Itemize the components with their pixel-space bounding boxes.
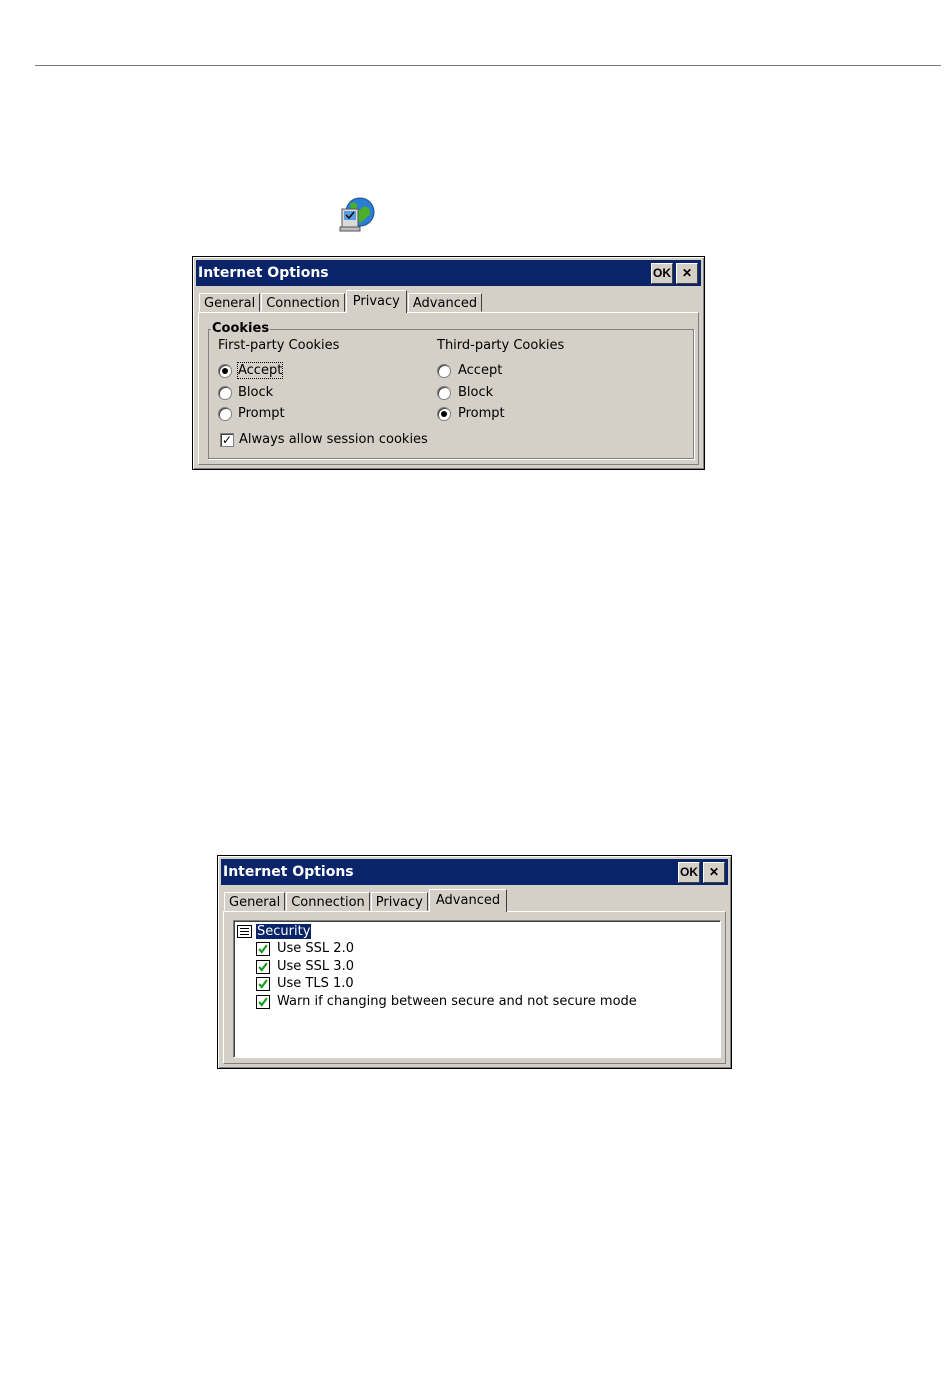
tab-general[interactable]: General [199, 293, 260, 312]
first-party-prompt-radio[interactable] [218, 406, 318, 422]
checkbox-label: Always allow session cookies [239, 432, 428, 447]
radio-label: Prompt [238, 406, 285, 421]
internet-options-dialog-advanced [217, 855, 732, 1069]
first-party-accept-radio[interactable] [218, 363, 318, 379]
checkmark-icon: ✓ [221, 433, 233, 447]
third-party-prompt-radio[interactable] [437, 406, 537, 422]
tab-privacy[interactable]: Privacy [346, 290, 407, 313]
cookies-group-label: Cookies [212, 321, 270, 336]
category-list-icon [237, 925, 252, 938]
tree-item-label: Warn if changing between secure and not secure mode [277, 994, 637, 1009]
radio-label: Accept [238, 363, 283, 378]
tree-item-label: Use SSL 3.0 [277, 959, 354, 974]
radio-label: Accept [458, 363, 503, 378]
tab-connection[interactable]: Connection [261, 293, 345, 312]
radio-label: Block [458, 385, 494, 400]
tab-strip [199, 290, 484, 312]
close-button[interactable] [703, 862, 725, 883]
page-header-rule [35, 65, 941, 66]
radio-indicator [437, 386, 451, 400]
third-party-accept-radio[interactable] [437, 363, 537, 379]
green-check-icon [256, 977, 270, 991]
tab-privacy[interactable]: Privacy [371, 892, 428, 911]
tree-item-warn-secure-mode[interactable] [256, 994, 676, 1010]
close-icon: ✕ [681, 266, 693, 280]
radio-label: Block [238, 385, 274, 400]
radio-indicator [218, 386, 232, 400]
green-check-icon [256, 960, 270, 974]
tab-strip [224, 889, 509, 911]
dialog-title: Internet Options [223, 864, 354, 880]
close-button[interactable] [676, 263, 698, 284]
radio-indicator [218, 364, 232, 378]
ok-button[interactable]: OK [678, 862, 700, 883]
close-icon: ✕ [708, 865, 720, 879]
first-party-heading: First-party Cookies [218, 338, 340, 353]
third-party-heading: Third-party Cookies [437, 338, 565, 353]
tree-item-tls1[interactable] [256, 976, 636, 992]
first-party-block-radio[interactable] [218, 385, 318, 401]
green-check-icon [256, 995, 270, 1009]
third-party-block-radio[interactable] [437, 385, 537, 401]
privacy-panel [198, 312, 699, 465]
title-bar [221, 859, 728, 885]
session-cookies-checkbox[interactable] [220, 432, 440, 448]
radio-label: Prompt [458, 406, 505, 421]
radio-indicator [437, 407, 451, 421]
tree-item-ssl2[interactable] [256, 941, 636, 957]
radio-indicator [218, 407, 232, 421]
internet-options-globe-icon [338, 195, 376, 235]
tree-item-label: Use TLS 1.0 [277, 976, 354, 991]
tab-general[interactable]: General [224, 892, 285, 911]
tab-connection[interactable]: Connection [286, 892, 370, 911]
ok-button[interactable]: OK [651, 263, 673, 284]
cookies-groupbox [208, 321, 694, 459]
tab-advanced[interactable]: Advanced [408, 293, 482, 312]
title-bar [196, 260, 701, 286]
internet-options-dialog-privacy [192, 256, 705, 470]
dialog-title: Internet Options [198, 265, 329, 281]
green-check-icon [256, 942, 270, 956]
advanced-settings-tree[interactable] [233, 920, 721, 1058]
advanced-panel [223, 911, 726, 1064]
radio-indicator [437, 364, 451, 378]
tree-category-security[interactable]: Security [257, 924, 311, 939]
tab-advanced[interactable]: Advanced [429, 889, 507, 912]
tree-item-label: Use SSL 2.0 [277, 941, 354, 956]
tree-item-ssl3[interactable] [256, 959, 636, 975]
